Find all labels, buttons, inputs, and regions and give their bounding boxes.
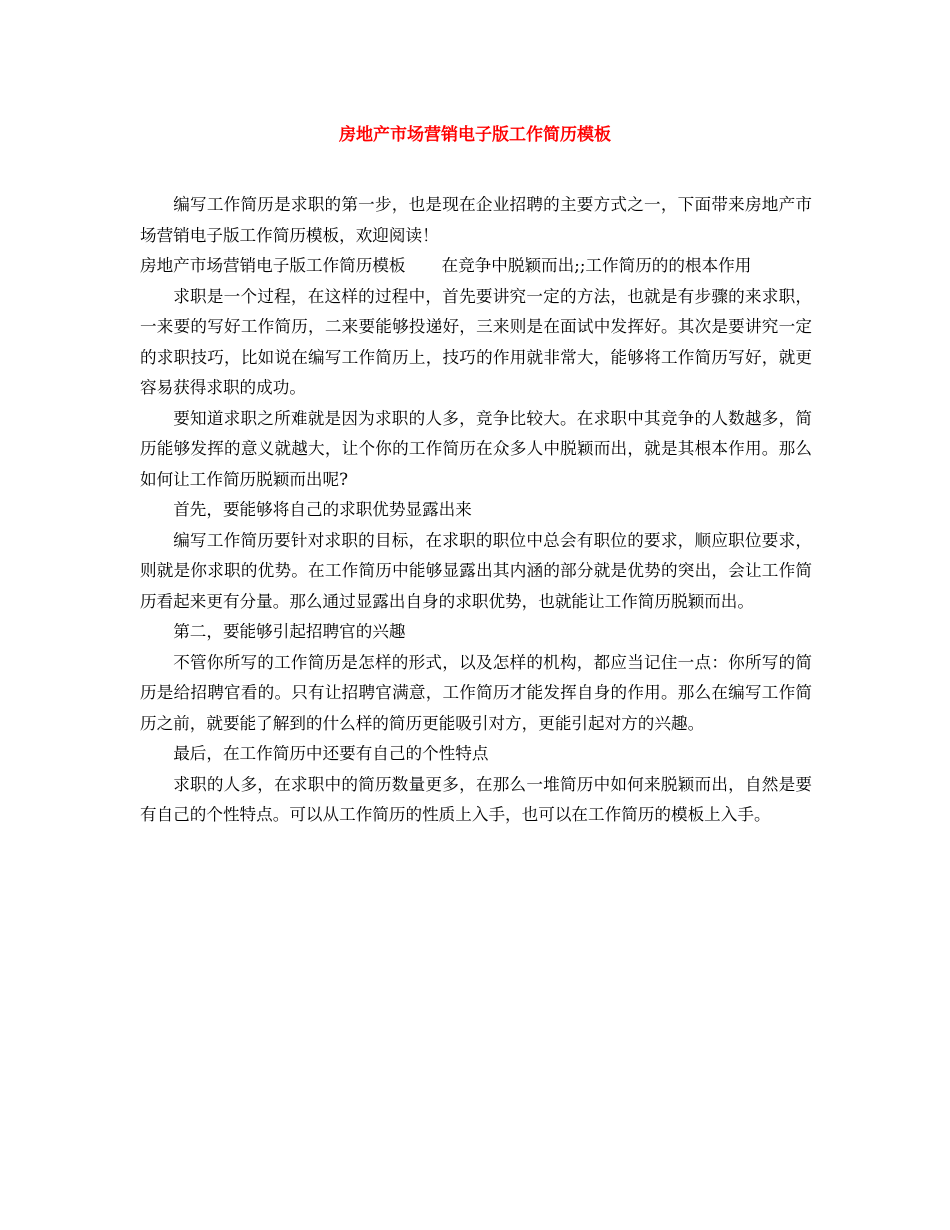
section-heading-right: 在竞争中脱颖而出;;工作简历的的根本作用: [441, 256, 752, 275]
document-title: 房地产市场营销电子版工作简历模板: [339, 125, 611, 145]
subheading-paragraph: 首先，要能够将自己的求职优势显露出来: [173, 500, 472, 519]
subheading-paragraph: 第二，要能够引起招聘官的兴趣: [173, 622, 406, 641]
body-paragraph: 编写工作简历要针对求职的目标，在求职的职位中总会有职位的要求，顺应职位要求，则就是你求职的优势。在工作简历中能够显露出其内涵的部分就是优势的突出，会让工作简历看起来更有分量。那么通过显露出自身的求职优势，也就能让工作简历脱颖而出。: [140, 530, 812, 611]
document-body: [140, 190, 812, 831]
subheading-paragraph: 最后，在工作简历中还要有自己的个性特点: [173, 744, 489, 763]
section-heading-left: 房地产市场营销电子版工作简历模板: [140, 256, 406, 275]
body-paragraph: 要知道求职之所难就是因为求职的人多，竞争比较大。在求职中其竞争的人数越多，简历能够发挥的意义就越大，让个你的工作简历在众多人中脱颖而出，就是其根本作用。那么如何让工作简历脱颖而出呢?: [140, 408, 812, 489]
intro-paragraph: 编写工作简历是求职的第一步，也是现在企业招聘的主要方式之一，下面带来房地产市场营销电子版工作简历模板，欢迎阅读！: [140, 195, 812, 245]
body-paragraph: 不管你所写的工作简历是怎样的形式，以及怎样的机构，都应当记住一点：你所写的简历是给招聘官看的。只有让招聘官满意，工作简历才能发挥自身的作用。那么在编写工作简历之前，就要能了解到的什么样的简历更能吸引对方，更能引起对方的兴趣。: [140, 652, 812, 733]
body-paragraph: 求职的人多，在求职中的简历数量更多，在那么一堆简历中如何来脱颖而出，自然是要有自己的个性特点。可以从工作简历的性质上入手，也可以在工作简历的模板上入手。: [140, 774, 812, 824]
section-heading: [140, 251, 812, 282]
body-paragraph: 求职是一个过程，在这样的过程中，首先要讲究一定的方法，也就是有步骤的来求职，一来要的写好工作简历，二来要能够投递好，三来则是在面试中发挥好。其次是要讲究一定的求职技巧，比如说在编写工作简历上，技巧的作用就非常大，能够将工作简历写好，就更容易获得求职的成功。: [140, 286, 812, 397]
